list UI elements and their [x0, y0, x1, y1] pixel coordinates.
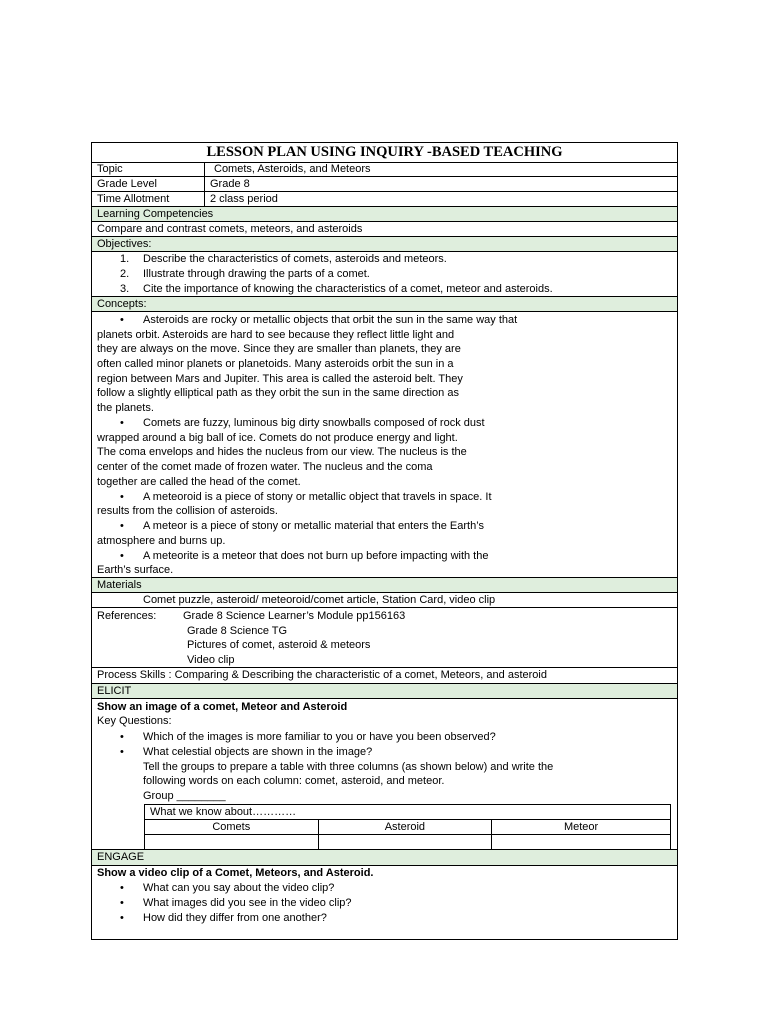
- objective-number: 3.: [120, 283, 130, 295]
- elicit-instruction: Tell the groups to prepare a table with three columns (as shown below) and write the: [143, 761, 554, 773]
- time-allotment-label: Time Allotment: [92, 192, 205, 206]
- concept-line: together are called the head of the comet.: [97, 476, 301, 488]
- table-row: [145, 805, 671, 820]
- elicit-intro: Show an image of a comet, Meteor and Asteroid: [97, 701, 348, 713]
- objective-item: Describe the characteristics of comets, asteroids and meteors.: [143, 253, 447, 265]
- grade-level-label: Grade Level: [92, 177, 205, 191]
- elicit-instruction: following words on each column: comet, asteroid, and meteor.: [143, 775, 445, 787]
- engage-question: What can you say about the video clip?: [143, 882, 335, 894]
- bullet-icon: •: [120, 897, 124, 909]
- concept-line: they are always on the move. Since they are smaller than planets, they are: [97, 343, 461, 355]
- time-allotment-value: 2 class period: [210, 193, 278, 205]
- objectives-list: [92, 252, 677, 297]
- group-table: [144, 804, 671, 850]
- bullet-icon: •: [120, 882, 124, 894]
- concept-line: wrapped around a big ball of ice. Comets do not produce energy and light.: [97, 432, 458, 444]
- objectives-header: Objectives:: [92, 237, 677, 252]
- concept-line: center of the comet made of frozen water. The nucleus and the coma: [97, 461, 433, 473]
- column-header-asteroid: Asteroid: [318, 820, 492, 835]
- concept-line: the planets.: [97, 402, 154, 414]
- concept-line: follow a slightly elliptical path as they orbit the sun in the same direction as: [97, 387, 459, 399]
- objective-item: Illustrate through drawing the parts of a comet.: [143, 268, 370, 280]
- elicit-question: What celestial objects are shown in the image?: [143, 746, 373, 758]
- concept-line: often called minor planets or planetoids. Many asteroids orbit the sun in a: [97, 358, 454, 370]
- bullet-icon: •: [120, 550, 124, 562]
- engage-question: What images did you see in the video clip?: [143, 897, 352, 909]
- table-cell: [145, 835, 319, 850]
- table-cell: [318, 835, 492, 850]
- document-title: LESSON PLAN USING INQUIRY -BASED TEACHING: [92, 143, 677, 163]
- concept-line: planets orbit. Asteroids are hard to see because they reflect little light and: [97, 329, 455, 341]
- time-allotment-row: [92, 192, 677, 207]
- bullet-icon: •: [120, 731, 124, 743]
- table-row: [145, 835, 671, 850]
- concepts-header: Concepts:: [92, 297, 677, 312]
- concept-line: A meteorite is a meteor that does not burn up before impacting with the: [143, 550, 489, 562]
- topic-row: [92, 162, 677, 177]
- elicit-header: ELICIT: [92, 684, 677, 699]
- bullet-icon: •: [120, 912, 124, 924]
- column-header-meteor: Meteor: [492, 820, 671, 835]
- group-label: Group ________: [143, 790, 226, 802]
- concept-line: Asteroids are rocky or metallic objects that orbit the sun in the same way that: [143, 314, 518, 326]
- concept-line: A meteoroid is a piece of stony or metallic object that travels in space. It: [143, 491, 492, 503]
- grade-level-value: Grade 8: [210, 178, 250, 190]
- key-questions-label: Key Questions:: [97, 715, 172, 727]
- concept-line: atmosphere and burns up.: [97, 535, 226, 547]
- engage-question: How did they differ from one another?: [143, 912, 327, 924]
- objective-number: 2.: [120, 268, 130, 280]
- topic-label: Topic: [92, 162, 205, 176]
- lesson-plan-document: [91, 142, 678, 940]
- grade-level-row: [92, 177, 677, 192]
- reference-item: Grade 8 Science Learner’s Module pp156163: [183, 610, 406, 622]
- learning-competencies-header: Learning Competencies: [92, 207, 677, 222]
- elicit-question: Which of the images is more familiar to you or have you been observed?: [143, 731, 496, 743]
- concepts-body: [92, 312, 677, 578]
- bullet-icon: •: [120, 417, 124, 429]
- engage-body: [92, 866, 677, 940]
- concept-line: Earth’s surface.: [97, 564, 174, 576]
- references-label: References:: [97, 610, 157, 622]
- bullet-icon: •: [120, 314, 124, 326]
- engage-intro: Show a video clip of a Comet, Meteors, and Asteroid.: [97, 867, 374, 879]
- reference-item: Grade 8 Science TG: [187, 625, 288, 637]
- concept-line: results from the collision of asteroids.: [97, 505, 278, 517]
- learning-competencies-text: Compare and contrast comets, meteors, and asteroids: [92, 222, 677, 237]
- concept-line: region between Mars and Jupiter. This area is called the asteroid belt. They: [97, 373, 463, 385]
- reference-item: Video clip: [187, 654, 235, 666]
- table-row: [145, 820, 671, 835]
- materials-text: Comet puzzle, asteroid/ meteoroid/comet article, Station Card, video clip: [92, 593, 677, 608]
- table-cell: [492, 835, 671, 850]
- engage-header: ENGAGE: [92, 850, 677, 866]
- bullet-icon: •: [120, 520, 124, 532]
- objective-number: 1.: [120, 253, 130, 265]
- table-caption: What we know about…………: [145, 805, 671, 820]
- concept-line: Comets are fuzzy, luminous big dirty snowballs composed of rock dust: [143, 417, 485, 429]
- concept-line: A meteor is a piece of stony or metallic material that enters the Earth’s: [143, 520, 484, 532]
- bullet-icon: •: [120, 491, 124, 503]
- materials-header: Materials: [92, 578, 677, 593]
- objective-item: Cite the importance of knowing the characteristics of a comet, meteor and asteroids.: [143, 283, 553, 295]
- references-block: [92, 608, 677, 668]
- process-skills: Process Skills : Comparing & Describing the characteristic of a comet, Meteors, and asteroid: [92, 668, 677, 684]
- concept-line: The coma envelops and hides the nucleus from our view. The nucleus is the: [97, 446, 467, 458]
- topic-value: Comets, Asteroids, and Meteors: [214, 163, 371, 175]
- column-header-comets: Comets: [145, 820, 319, 835]
- reference-item: Pictures of comet, asteroid & meteors: [187, 639, 371, 651]
- bullet-icon: •: [120, 746, 124, 758]
